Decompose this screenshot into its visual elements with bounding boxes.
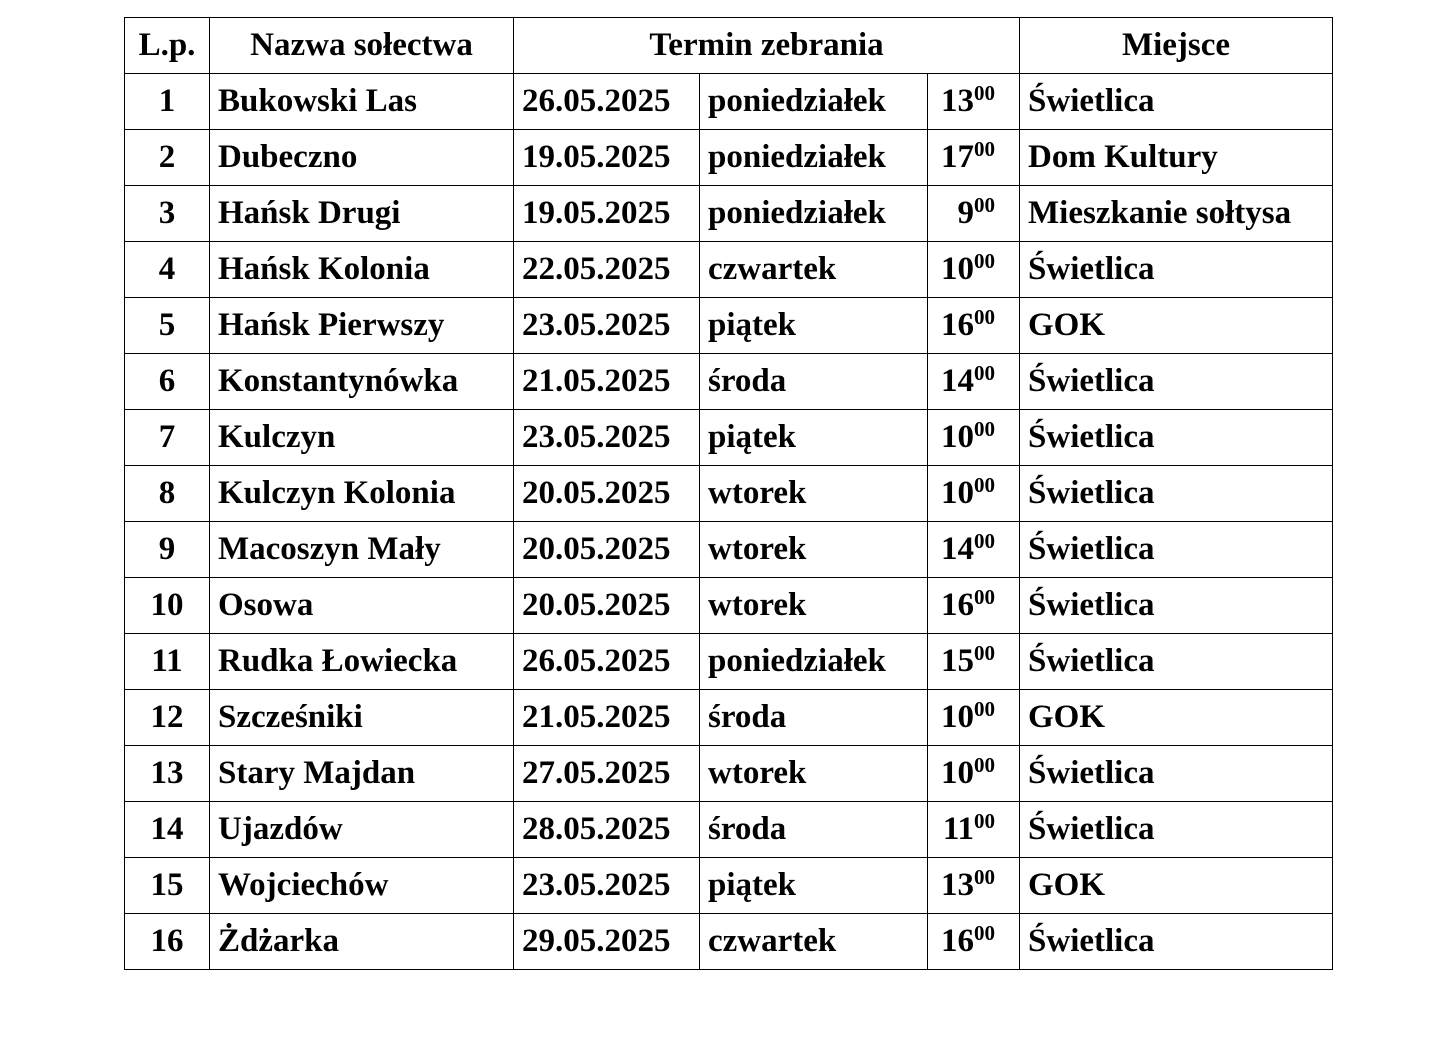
meeting-place: GOK bbox=[1020, 298, 1333, 354]
row-number: 11 bbox=[125, 634, 210, 690]
table-body bbox=[125, 74, 1333, 970]
meeting-date: 29.05.2025 bbox=[514, 914, 700, 970]
meeting-time bbox=[928, 242, 1020, 298]
meeting-time bbox=[928, 690, 1020, 746]
village-name: Osowa bbox=[210, 578, 514, 634]
village-name: Hańsk Kolonia bbox=[210, 242, 514, 298]
meeting-hour: 17 bbox=[941, 139, 974, 175]
meeting-date: 21.05.2025 bbox=[514, 690, 700, 746]
meeting-minutes: 00 bbox=[974, 249, 995, 273]
table-row bbox=[125, 74, 1333, 130]
village-name: Szcześniki bbox=[210, 690, 514, 746]
meeting-place: Świetlica bbox=[1020, 522, 1333, 578]
meeting-date: 19.05.2025 bbox=[514, 186, 700, 242]
meeting-hour: 13 bbox=[941, 867, 974, 903]
meeting-hour: 10 bbox=[941, 251, 974, 287]
meeting-time bbox=[928, 914, 1020, 970]
meeting-minutes: 00 bbox=[974, 865, 995, 889]
meeting-date: 23.05.2025 bbox=[514, 298, 700, 354]
village-name: Bukowski Las bbox=[210, 74, 514, 130]
meeting-hour: 16 bbox=[941, 923, 974, 959]
meeting-date: 28.05.2025 bbox=[514, 802, 700, 858]
meeting-time bbox=[928, 858, 1020, 914]
meeting-place: Świetlica bbox=[1020, 802, 1333, 858]
table-row bbox=[125, 466, 1333, 522]
meeting-hour: 10 bbox=[941, 475, 974, 511]
row-number: 4 bbox=[125, 242, 210, 298]
meeting-weekday: poniedziałek bbox=[700, 634, 928, 690]
meeting-date: 26.05.2025 bbox=[514, 634, 700, 690]
meeting-minutes: 00 bbox=[974, 585, 995, 609]
meeting-minutes: 00 bbox=[974, 641, 995, 665]
meeting-place: Świetlica bbox=[1020, 410, 1333, 466]
meeting-weekday: poniedziałek bbox=[700, 130, 928, 186]
meeting-place: GOK bbox=[1020, 858, 1333, 914]
row-number: 15 bbox=[125, 858, 210, 914]
meeting-place: Świetlica bbox=[1020, 914, 1333, 970]
meeting-time bbox=[928, 74, 1020, 130]
meeting-date: 20.05.2025 bbox=[514, 466, 700, 522]
meeting-weekday: piątek bbox=[700, 298, 928, 354]
meeting-place: Świetlica bbox=[1020, 74, 1333, 130]
village-name: Rudka Łowiecka bbox=[210, 634, 514, 690]
meeting-time bbox=[928, 522, 1020, 578]
meeting-time bbox=[928, 354, 1020, 410]
table-row bbox=[125, 634, 1333, 690]
meeting-hour: 15 bbox=[941, 643, 974, 679]
table-row bbox=[125, 354, 1333, 410]
header-lp: L.p. bbox=[125, 18, 210, 74]
meeting-minutes: 00 bbox=[974, 753, 995, 777]
meeting-minutes: 00 bbox=[974, 137, 995, 161]
meeting-date: 22.05.2025 bbox=[514, 242, 700, 298]
meeting-place: Świetlica bbox=[1020, 466, 1333, 522]
village-name: Dubeczno bbox=[210, 130, 514, 186]
meeting-minutes: 00 bbox=[974, 473, 995, 497]
village-name: Ujazdów bbox=[210, 802, 514, 858]
row-number: 6 bbox=[125, 354, 210, 410]
meeting-hour: 14 bbox=[941, 531, 974, 567]
meeting-weekday: środa bbox=[700, 354, 928, 410]
table-row bbox=[125, 858, 1333, 914]
meeting-minutes: 00 bbox=[974, 809, 995, 833]
meeting-date: 19.05.2025 bbox=[514, 130, 700, 186]
meeting-minutes: 00 bbox=[974, 361, 995, 385]
meeting-time bbox=[928, 746, 1020, 802]
header-name: Nazwa sołectwa bbox=[210, 18, 514, 74]
meeting-time bbox=[928, 802, 1020, 858]
meeting-date: 20.05.2025 bbox=[514, 578, 700, 634]
meeting-place: Świetlica bbox=[1020, 242, 1333, 298]
village-name: Hańsk Pierwszy bbox=[210, 298, 514, 354]
table-row bbox=[125, 522, 1333, 578]
table-row bbox=[125, 690, 1333, 746]
meeting-time bbox=[928, 578, 1020, 634]
meeting-weekday: piątek bbox=[700, 858, 928, 914]
table-row bbox=[125, 242, 1333, 298]
meeting-minutes: 00 bbox=[974, 921, 995, 945]
row-number: 5 bbox=[125, 298, 210, 354]
row-number: 9 bbox=[125, 522, 210, 578]
meeting-place: Świetlica bbox=[1020, 746, 1333, 802]
header-row bbox=[125, 18, 1333, 74]
meeting-place: Świetlica bbox=[1020, 354, 1333, 410]
header-term: Termin zebrania bbox=[514, 18, 1020, 74]
table-row bbox=[125, 298, 1333, 354]
meeting-weekday: czwartek bbox=[700, 242, 928, 298]
table-row bbox=[125, 186, 1333, 242]
row-number: 2 bbox=[125, 130, 210, 186]
meeting-minutes: 00 bbox=[974, 81, 995, 105]
meeting-time bbox=[928, 130, 1020, 186]
village-name: Żdżarka bbox=[210, 914, 514, 970]
row-number: 16 bbox=[125, 914, 210, 970]
meeting-hour: 16 bbox=[941, 587, 974, 623]
meeting-weekday: wtorek bbox=[700, 746, 928, 802]
row-number: 12 bbox=[125, 690, 210, 746]
table-row bbox=[125, 914, 1333, 970]
village-name: Stary Majdan bbox=[210, 746, 514, 802]
meeting-date: 23.05.2025 bbox=[514, 858, 700, 914]
meeting-weekday: środa bbox=[700, 690, 928, 746]
meeting-hour: 10 bbox=[941, 419, 974, 455]
meeting-weekday: wtorek bbox=[700, 466, 928, 522]
meeting-hour: 10 bbox=[941, 699, 974, 735]
meeting-hour: 10 bbox=[941, 755, 974, 791]
meeting-date: 27.05.2025 bbox=[514, 746, 700, 802]
meeting-weekday: piątek bbox=[700, 410, 928, 466]
meeting-minutes: 00 bbox=[974, 305, 995, 329]
meeting-date: 20.05.2025 bbox=[514, 522, 700, 578]
meeting-place: GOK bbox=[1020, 690, 1333, 746]
meeting-minutes: 00 bbox=[974, 417, 995, 441]
meeting-time bbox=[928, 410, 1020, 466]
meeting-schedule-table bbox=[124, 17, 1333, 970]
meeting-weekday: wtorek bbox=[700, 578, 928, 634]
village-name: Hańsk Drugi bbox=[210, 186, 514, 242]
row-number: 14 bbox=[125, 802, 210, 858]
meeting-weekday: czwartek bbox=[700, 914, 928, 970]
table-row bbox=[125, 130, 1333, 186]
meeting-hour: 11 bbox=[942, 811, 974, 847]
meeting-weekday: środa bbox=[700, 802, 928, 858]
village-name: Kulczyn bbox=[210, 410, 514, 466]
village-name: Kulczyn Kolonia bbox=[210, 466, 514, 522]
row-number: 7 bbox=[125, 410, 210, 466]
table-row bbox=[125, 578, 1333, 634]
meeting-weekday: poniedziałek bbox=[700, 74, 928, 130]
meeting-time bbox=[928, 634, 1020, 690]
row-number: 8 bbox=[125, 466, 210, 522]
meeting-hour: 14 bbox=[941, 363, 974, 399]
meeting-minutes: 00 bbox=[974, 529, 995, 553]
meeting-time bbox=[928, 298, 1020, 354]
header-place: Miejsce bbox=[1020, 18, 1333, 74]
meeting-minutes: 00 bbox=[974, 193, 995, 217]
meeting-place: Mieszkanie sołtysa bbox=[1020, 186, 1333, 242]
meeting-place: Dom Kultury bbox=[1020, 130, 1333, 186]
row-number: 1 bbox=[125, 74, 210, 130]
meeting-weekday: poniedziałek bbox=[700, 186, 928, 242]
table-row bbox=[125, 802, 1333, 858]
table-row bbox=[125, 746, 1333, 802]
meeting-place: Świetlica bbox=[1020, 578, 1333, 634]
meeting-minutes: 00 bbox=[974, 697, 995, 721]
meeting-time bbox=[928, 466, 1020, 522]
meeting-hour: 13 bbox=[941, 83, 974, 119]
village-name: Macoszyn Mały bbox=[210, 522, 514, 578]
village-name: Konstantynówka bbox=[210, 354, 514, 410]
village-name: Wojciechów bbox=[210, 858, 514, 914]
table-row bbox=[125, 410, 1333, 466]
meeting-hour: 16 bbox=[941, 307, 974, 343]
meeting-place: Świetlica bbox=[1020, 634, 1333, 690]
row-number: 13 bbox=[125, 746, 210, 802]
row-number: 3 bbox=[125, 186, 210, 242]
meeting-date: 26.05.2025 bbox=[514, 74, 700, 130]
meeting-date: 23.05.2025 bbox=[514, 410, 700, 466]
meeting-weekday: wtorek bbox=[700, 522, 928, 578]
row-number: 10 bbox=[125, 578, 210, 634]
meeting-time bbox=[928, 186, 1020, 242]
meeting-hour: 9 bbox=[957, 195, 974, 231]
meeting-date: 21.05.2025 bbox=[514, 354, 700, 410]
